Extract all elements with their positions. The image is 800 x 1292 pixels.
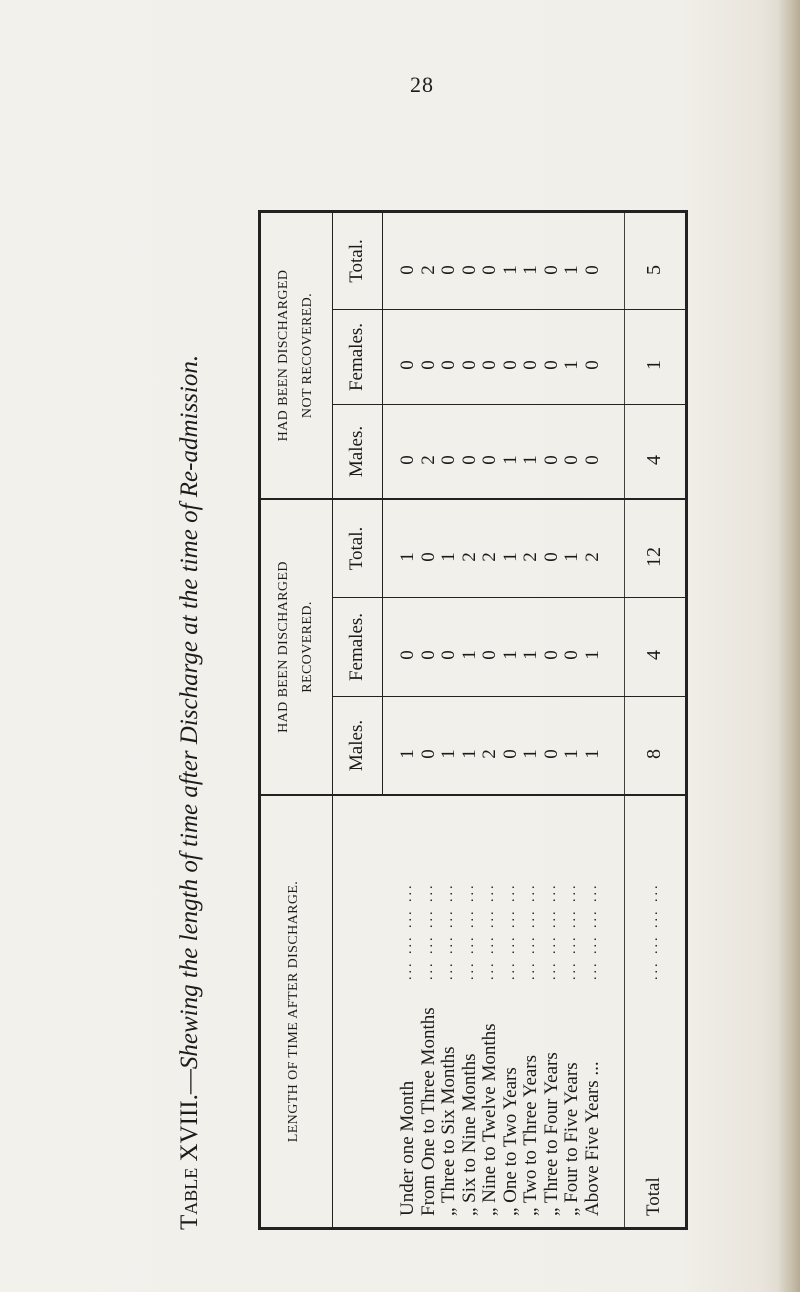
total-rec-m: 8 <box>643 749 665 759</box>
row-leader-dots: ... ... ... ... <box>502 882 518 980</box>
cell-nrec-m: 1 <box>520 455 541 465</box>
cell-nrec-t: 0 <box>458 265 480 275</box>
cell-nrec-t: 1 <box>561 265 582 275</box>
total-nrec-f: 1 <box>643 360 665 370</box>
cell-rec-m: 1 <box>520 749 541 759</box>
row-label: „ Nine to Twelve Months <box>479 1023 500 1216</box>
cell-rec-t: 1 <box>499 552 521 562</box>
row-leader-dots: ... ... ... ... <box>482 882 497 980</box>
cell-rec-m: 0 <box>540 749 562 759</box>
cell-nrec-t: 2 <box>417 265 439 275</box>
row-leader-dots: ... ... ... ... <box>564 882 579 980</box>
total-nrec-m: 4 <box>643 455 665 465</box>
cell-rec-m: 1 <box>458 749 480 759</box>
notrecovered-sub-rule <box>382 213 383 498</box>
cell-nrec-t: 0 <box>438 265 459 275</box>
rec-males-header: Males. <box>346 719 367 772</box>
cell-nrec-m: 0 <box>397 455 418 465</box>
sep-rec-m-f <box>332 696 688 697</box>
cell-nrec-t: 0 <box>397 265 418 275</box>
row-label: „ Three to Four Years <box>540 1052 562 1216</box>
cell-rec-m: 2 <box>479 749 500 759</box>
cell-rec-t: 1 <box>561 552 582 562</box>
row-leader-dots: ... ... ... ... <box>420 882 436 980</box>
cell-nrec-m: 0 <box>581 455 603 465</box>
total-rec-f: 4 <box>643 650 665 660</box>
cell-rec-m: 1 <box>581 749 603 759</box>
cell-rec-f: 0 <box>561 650 582 660</box>
table-title-text: Shewing the length of time after Discharge at the time of Re-admission. <box>176 354 203 1070</box>
bottom-rule <box>685 210 688 1230</box>
recovered-header-line1: HAD BEEN DISCHARGED <box>276 561 291 733</box>
cell-rec-f: 0 <box>397 650 418 660</box>
total-rec-t: 12 <box>643 547 665 567</box>
cell-nrec-f: 0 <box>581 360 603 370</box>
row-label: „ Four to Five Years <box>561 1062 582 1216</box>
notrecovered-header-line1: HAD BEEN DISCHARGED <box>276 269 291 442</box>
cell-rec-m: 1 <box>561 749 582 759</box>
cell-rec-t: 2 <box>479 552 500 562</box>
cell-rec-f: 1 <box>458 650 480 660</box>
cell-nrec-f: 0 <box>438 360 459 370</box>
cell-nrec-m: 0 <box>540 455 562 465</box>
table-title-dash: — <box>176 1069 203 1095</box>
page-edge <box>778 0 800 1292</box>
cell-rec-t: 1 <box>397 552 418 562</box>
totals-rule <box>624 213 625 1227</box>
cell-nrec-f: 0 <box>417 360 439 370</box>
sep-rec-f-t <box>332 597 688 598</box>
cell-rec-f: 0 <box>417 650 439 660</box>
cell-rec-f: 0 <box>479 650 500 660</box>
cell-nrec-f: 0 <box>520 360 541 370</box>
page-number: 28 <box>410 72 434 97</box>
recovered-sub-rule <box>382 500 383 794</box>
cell-nrec-f: 1 <box>561 360 582 370</box>
cell-rec-t: 2 <box>458 552 480 562</box>
notrecovered-header-line2: NOT RECOVERED. <box>300 292 315 419</box>
rec-total-header: Total. <box>346 526 367 571</box>
row-label: Above Five Years ... <box>581 1061 603 1216</box>
cell-rec-f: 1 <box>520 650 541 660</box>
cell-rec-t: 0 <box>417 552 439 562</box>
cell-rec-m: 1 <box>397 749 418 759</box>
row-leader-dots: ... ... ... ... <box>523 882 538 980</box>
length-header: LENGTH OF TIME AFTER DISCHARGE. <box>286 880 301 1143</box>
row-leader-dots: ... ... ... ... <box>461 882 477 980</box>
cell-nrec-t: 1 <box>499 265 521 275</box>
row-label: From One to Three Months <box>417 1007 439 1216</box>
row-leader-dots: ... ... ... ... <box>441 882 456 980</box>
cell-nrec-t: 0 <box>581 265 603 275</box>
cell-rec-m: 0 <box>499 749 521 759</box>
cell-nrec-m: 0 <box>479 455 500 465</box>
cell-rec-t: 0 <box>540 552 562 562</box>
cell-nrec-m: 0 <box>458 455 480 465</box>
row-label: „ Three to Six Months <box>438 1046 459 1216</box>
table-title <box>176 210 216 1230</box>
cell-rec-m: 0 <box>417 749 439 759</box>
table-title-prefix: Table XVIII. <box>176 1094 203 1230</box>
length-header-rule <box>332 796 333 1227</box>
cell-nrec-f: 0 <box>540 360 562 370</box>
totals-leader-dots: ... ... ... ... <box>646 882 661 980</box>
cell-rec-f: 0 <box>438 650 459 660</box>
cell-rec-f: 1 <box>499 650 521 660</box>
cell-nrec-m: 2 <box>417 455 439 465</box>
cell-nrec-t: 0 <box>540 265 562 275</box>
cell-rec-f: 0 <box>540 650 562 660</box>
rec-females-header: Females. <box>346 612 367 682</box>
cell-nrec-m: 1 <box>499 455 521 465</box>
totals-label: Total <box>643 1177 664 1216</box>
cell-nrec-f: 0 <box>397 360 418 370</box>
cell-rec-t: 2 <box>581 552 603 562</box>
cell-rec-t: 2 <box>520 552 541 562</box>
cell-rec-m: 1 <box>438 749 459 759</box>
top-rule <box>258 210 261 1230</box>
cell-nrec-t: 1 <box>520 265 541 275</box>
cell-rec-f: 1 <box>581 650 603 660</box>
row-leader-dots: ... ... ... ... <box>584 882 600 980</box>
cell-nrec-f: 0 <box>458 360 480 370</box>
row-label: „ Two to Three Years <box>520 1054 541 1216</box>
cell-nrec-f: 0 <box>479 360 500 370</box>
nrec-total-header: Total. <box>346 239 367 283</box>
total-nrec-t: 5 <box>643 265 665 275</box>
recovered-header-line2: RECOVERED. <box>300 601 315 693</box>
sep-nrec-m-f <box>332 404 688 405</box>
sep-nrec-f-t <box>332 309 688 310</box>
row-label: „ One to Two Years <box>499 1067 521 1216</box>
cell-nrec-m: 0 <box>438 455 459 465</box>
row-label: Under one Month <box>397 1080 418 1216</box>
nrec-females-header: Females. <box>346 322 367 392</box>
row-leader-dots: ... ... ... ... <box>543 882 559 980</box>
row-label: „ Six to Nine Months <box>458 1053 480 1216</box>
cell-nrec-f: 0 <box>499 360 521 370</box>
nrec-males-header: Males. <box>346 425 367 478</box>
cell-nrec-m: 0 <box>561 455 582 465</box>
table-xviii <box>176 210 688 1230</box>
left-rule <box>258 1227 688 1230</box>
row-leader-dots: ... ... ... ... <box>400 882 415 980</box>
cell-nrec-t: 0 <box>479 265 500 275</box>
cell-rec-t: 1 <box>438 552 459 562</box>
